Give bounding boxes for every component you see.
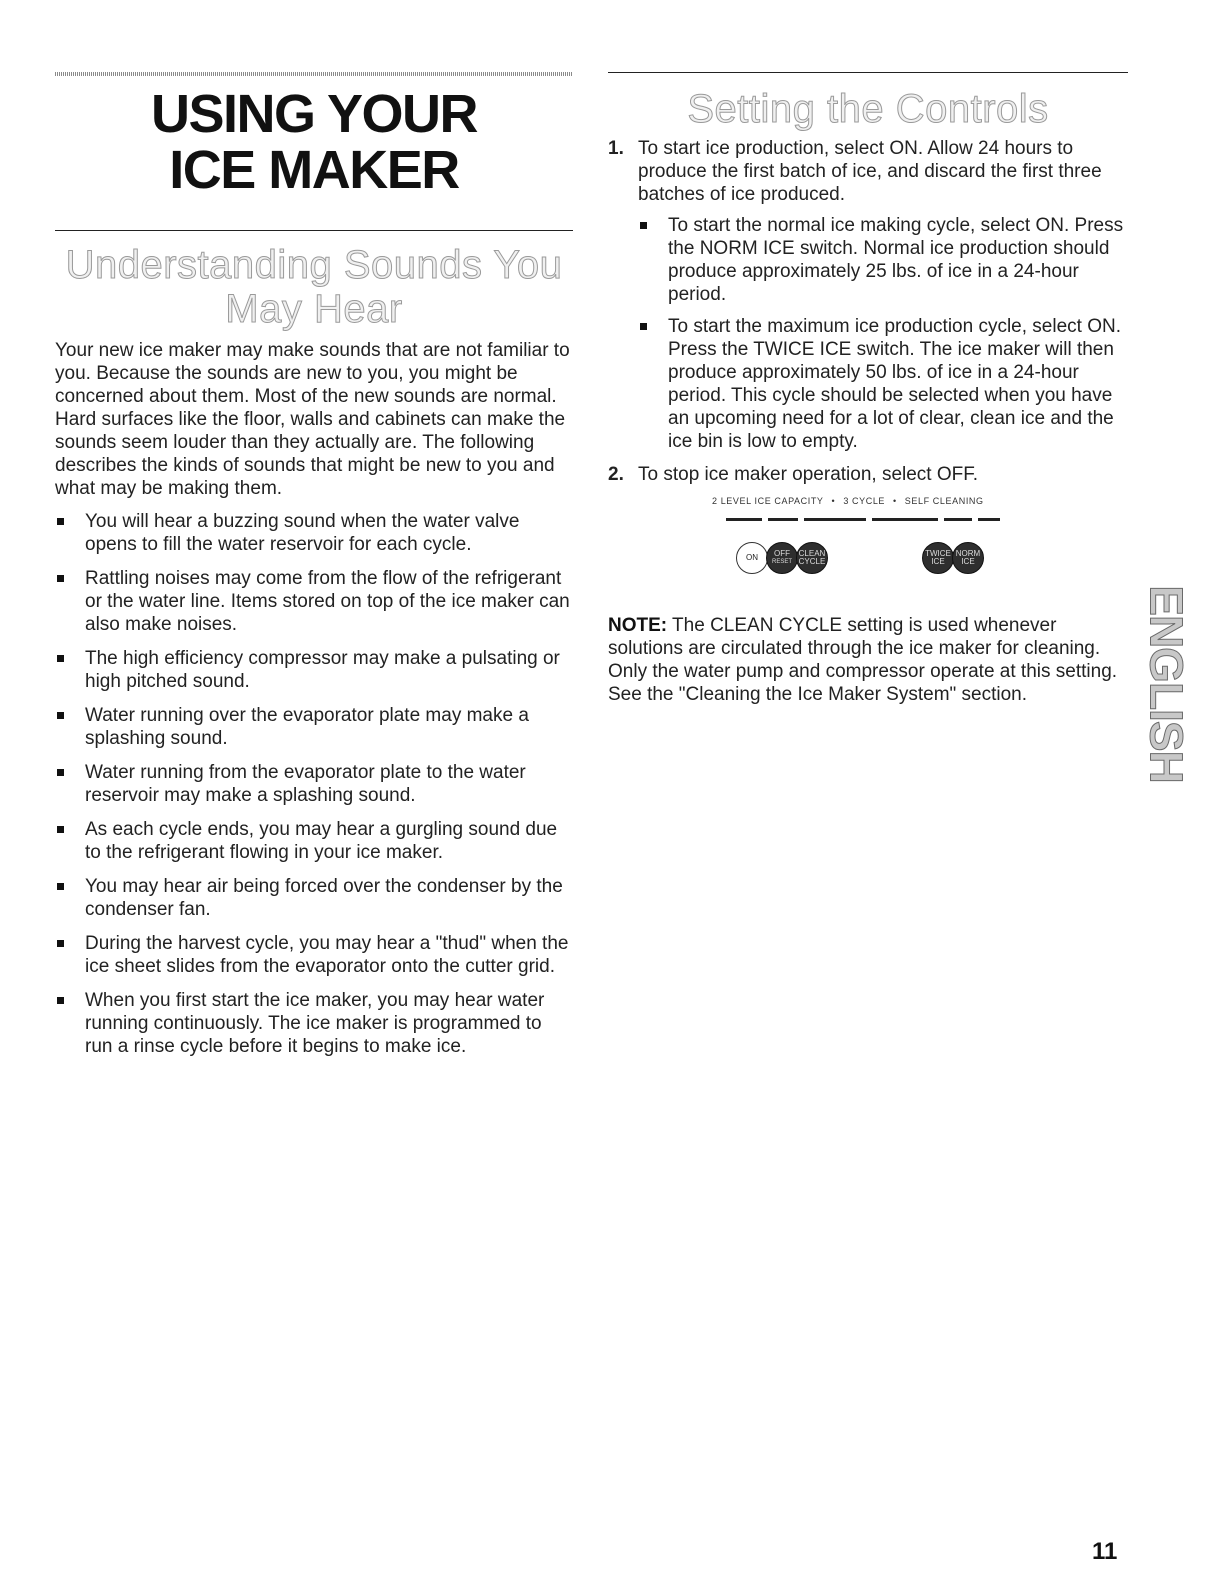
note-text: The CLEAN CYCLE setting is used whenever solutions are circulated through the ice maker for cleaning. Only the water pump and compressor operate at this setting. See the "Cleaning the Ice Maker System" section. (608, 615, 1118, 705)
control-panel-illustration (608, 496, 1128, 606)
caption-bar (944, 518, 972, 521)
page-title-line1: USING YOUR (150, 84, 478, 144)
sounds-list (55, 510, 573, 1058)
step-2 (608, 463, 1128, 486)
caption-bar (872, 518, 938, 521)
list-item: Rattling noises may come from the flow of the refrigerant or the water line. Items stored on top of the ice maker can also make noises. (55, 567, 573, 636)
step-number: 2. (608, 464, 624, 485)
bullet-square-icon (640, 222, 647, 229)
list-item: During the harvest cycle, you may hear a "thud" when the ice sheet slides from the evaporator onto the cutter grid. (55, 932, 573, 978)
bullet-square-icon (57, 997, 64, 1004)
bullet-square-icon (57, 940, 64, 947)
sounds-intro: Your new ice maker may make sounds that are not familiar to you. Because the sounds are new to you, you might be concerned about them. Most of the new sounds are normal. Hard surfaces like the floor, walls and cabinets can make the sounds seem louder than they actually are. The following describes the kinds of sounds that might be new to you and what may be making them. (55, 340, 570, 499)
list-item: To start the maximum ice production cycle, select ON. Press the TWICE ICE switch. The ice maker will then produce approximately 50 lbs. of ice in a 24-hour period. This cycle should be selected when you have an upcoming need for a lot of clear, clean ice and the ice bin is low to empty. (638, 315, 1128, 453)
bullet-square-icon (57, 655, 64, 662)
panel-caption: 2 LEVEL ICE CAPACITY • 3 CYCLE • SELF CLEANING (712, 496, 984, 506)
step-1 (608, 137, 1128, 453)
top-dotted-rule (55, 72, 573, 76)
note-label: NOTE: (608, 615, 668, 636)
step-text: To stop ice maker operation, select OFF. (638, 464, 979, 485)
list-item: Water running from the evaporator plate to the water reservoir may make a splashing sound. (55, 761, 573, 807)
page-number: 11 (1092, 1538, 1118, 1565)
list-item: You will hear a buzzing sound when the water valve opens to fill the water reservoir for each cycle. (55, 510, 573, 556)
list-item: To start the normal ice making cycle, select ON. Press the NORM ICE switch. Normal ice production should produce approximately 25 lbs. of ice in a 24-hour period. (638, 214, 1128, 306)
list-item: As each cycle ends, you may hear a gurgling sound due to the refrigerant flowing in your ice maker. (55, 818, 573, 864)
off-reset-button[interactable]: OFF RESET (766, 542, 798, 574)
bullet-square-icon (640, 323, 647, 330)
list-item: The high efficiency compressor may make a pulsating or high pitched sound. (55, 647, 573, 693)
norm-ice-button[interactable]: NORM ICE (952, 542, 984, 574)
language-label: ENGLISH (1141, 585, 1193, 783)
right-column (608, 72, 1128, 706)
bullet-square-icon (57, 826, 64, 833)
step-text: To start ice production, select ON. Allow 24 hours to produce the first batch of ice, and discard the first three batches of ice produced. (638, 138, 1102, 205)
page-title-line2: ICE MAKER (169, 140, 459, 200)
clean-cycle-button[interactable]: CLEAN CYCLE (796, 542, 828, 574)
bullet-square-icon (57, 575, 64, 582)
controls-steps (608, 137, 1128, 486)
language-side-tab (1141, 578, 1193, 790)
bullet-square-icon (57, 769, 64, 776)
controls-heading: Setting the Controls (687, 87, 1049, 131)
list-item: You may hear air being forced over the condenser by the condenser fan. (55, 875, 573, 921)
caption-bar (978, 518, 1000, 521)
section-rule (55, 230, 573, 231)
bullet-square-icon (57, 883, 64, 890)
bullet-square-icon (57, 712, 64, 719)
caption-bar (804, 518, 866, 521)
list-item: When you first start the ice maker, you may hear water running continuously. The ice maker is programmed to run a rinse cycle before it begins to make ice. (55, 989, 573, 1058)
sounds-heading: Understanding Sounds You May Hear (65, 243, 563, 331)
right-top-rule (608, 72, 1128, 73)
left-column (55, 72, 573, 1069)
caption-bar (726, 518, 762, 521)
bullet-square-icon (57, 518, 64, 525)
twice-ice-button[interactable]: TWICE ICE (922, 542, 954, 574)
on-button[interactable]: ON (736, 542, 768, 574)
step-number: 1. (608, 138, 624, 159)
caption-bar (768, 518, 798, 521)
page-title (55, 86, 573, 198)
cycle-options-list (638, 214, 1128, 453)
list-item: Water running over the evaporator plate may make a splashing sound. (55, 704, 573, 750)
clean-cycle-note (608, 614, 1128, 706)
